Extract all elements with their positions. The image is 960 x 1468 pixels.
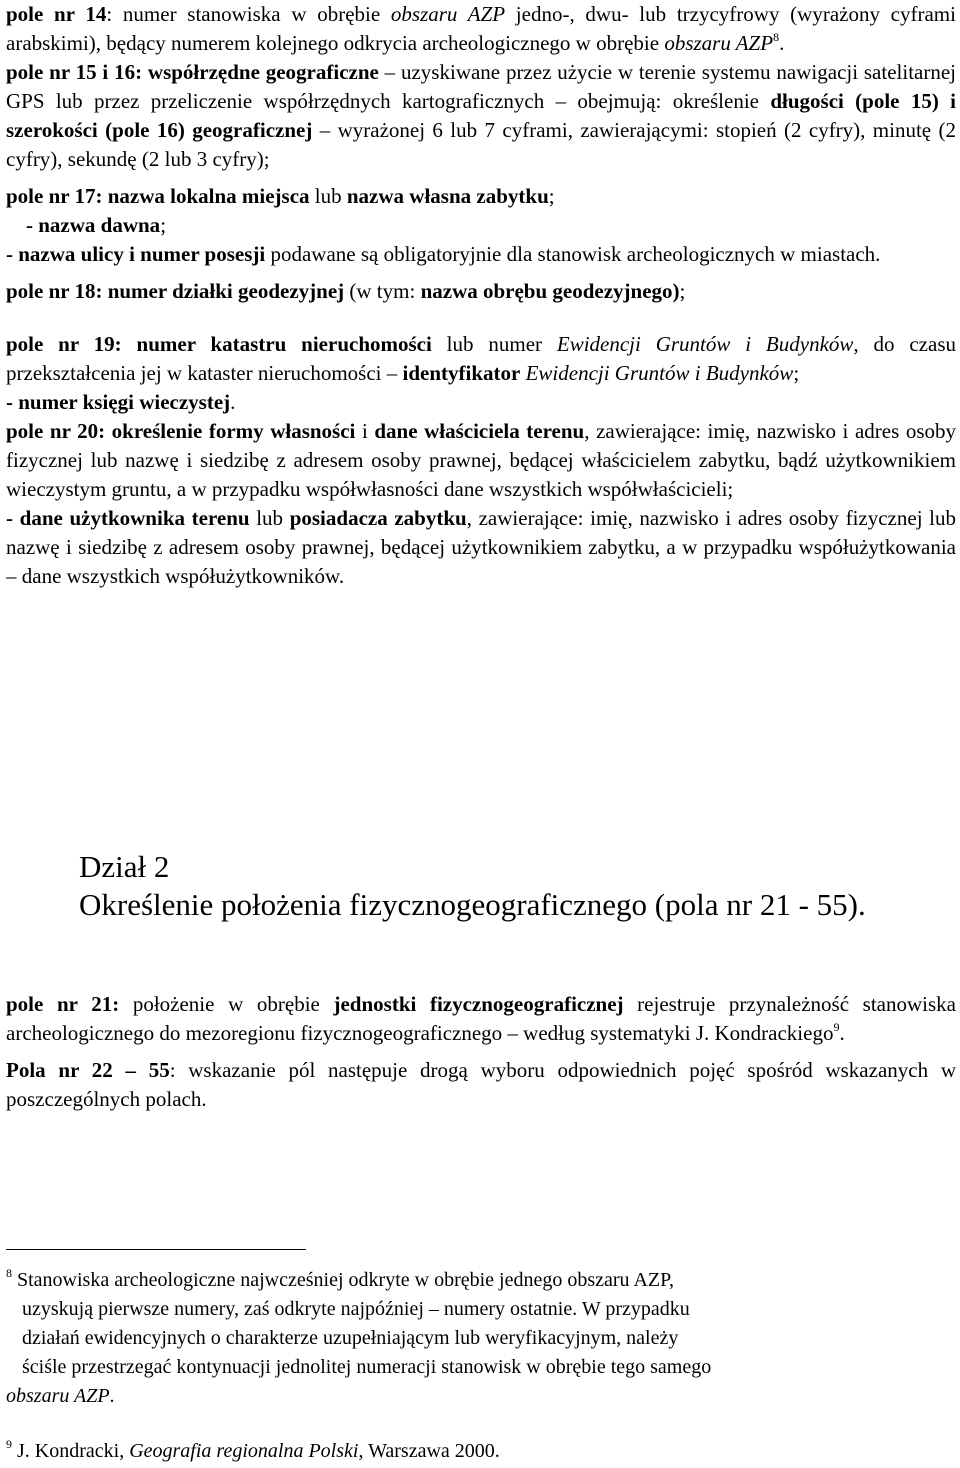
text-bold: dane właściciela terenu: [374, 419, 585, 443]
field-label: pole nr 21:: [6, 992, 120, 1016]
paragraph-pole-15-16: [6, 58, 956, 174]
paragraph-pole-17: [6, 182, 956, 211]
text-italic: AZP: [457, 2, 506, 26]
section-subtitle: Określenie położenia fizycznogeograficznego (pola nr 21 - 55).: [79, 887, 866, 922]
text: ;: [160, 213, 167, 237]
footnote-8-line: [6, 1382, 906, 1411]
footnote-8-line: ściśle przestrzegać kontynuacji jednolitej numeracji stanowisk w obrębie tego samego: [22, 1356, 712, 1378]
text: : numer stanowiska w obrębie: [106, 2, 391, 26]
text-italic: Ewidencji Gruntów i Budynków: [556, 332, 854, 356]
text: J. Kondracki,: [12, 1440, 130, 1462]
text-bold: nazwa lokalna miejsca: [107, 184, 310, 208]
text: lub numer: [431, 332, 557, 356]
footnote-8: [6, 1266, 906, 1295]
document-body-section-2: [6, 990, 956, 1114]
text-bold: i szerokości (pole 16) geograficznej: [6, 89, 956, 142]
text: – wyrażonej 6 lub 7 cyframi, zawierającymi: stopień (2 cyfry), minutę (2 cyfry), sekundę (2 lub 3 cyfry);: [6, 118, 956, 171]
text: lub: [249, 506, 290, 530]
footnotes: [6, 1266, 906, 1466]
paragraph-pole-17-dawna: [6, 211, 956, 240]
text: i: [355, 419, 375, 443]
footnote-9: [6, 1437, 906, 1466]
text-bold: nazwa własna zabytku: [346, 184, 549, 208]
text: położenie w obrębie: [119, 992, 334, 1016]
text: (w tym:: [344, 279, 421, 303]
section-heading: [79, 848, 957, 924]
field-label: pole nr 14: [6, 2, 107, 26]
text: , zawierające: imię, nazwisko i adres osoby fizycznej lub nazwę i siedzibę z adresem osoby prawnej, będącej użytkownikiem zabytku, a w przypadku współużytkowania – dane wszystkich współużytkowników.: [6, 506, 957, 588]
footnote-ref-9: 9: [833, 1020, 840, 1034]
paragraph-pole-17-ulica: [6, 240, 956, 269]
text: .: [839, 1021, 845, 1045]
text: podawane są obligatoryjnie dla stanowisk archeologicznych w miastach.: [265, 242, 881, 266]
text-bold: użytkownika terenu: [69, 506, 250, 530]
text: rejestruje przynależność stanowiska archeologicznego do mezoregionu fizycznogeograficznego – według systematyki J. Kondrackiego: [6, 992, 956, 1045]
text: [939, 89, 950, 113]
text: ;: [679, 279, 686, 303]
text: , do czasu przekształcenia jej w kataster nieruchomości –: [6, 332, 956, 385]
footnote-divider: [6, 1249, 306, 1250]
text-bold: identyfikator: [402, 361, 521, 385]
text: , Warszawa 2000.: [358, 1440, 500, 1462]
paragraph-pole-19-ksiega: [6, 388, 956, 417]
text: jedno-, dwu- lub trzycyfrowy (wyrażony cyframi arabskimi), będący numerem kolejnego odkrycia archeologicznego w obrębie: [6, 2, 956, 55]
text-bold: jednostki fizycznogeograficznej: [333, 992, 624, 1016]
text-italic: obszaru: [390, 2, 458, 26]
paragraph-pole-20-uzytkownik: [6, 504, 956, 591]
text-bold: numer działki geodezyjnej: [107, 279, 345, 303]
text-bold: - nazwa dawna: [26, 213, 161, 237]
text: Stanowiska archeologiczne najwcześniej odkryte w obrębie jednego obszaru AZP,: [12, 1269, 675, 1291]
text-bold: współrzędne geograficzne: [147, 60, 379, 84]
field-label: Pola nr 22 – 55: [6, 1058, 170, 1082]
text: ;: [793, 361, 800, 385]
footnote-ref-8: 8: [773, 30, 780, 44]
paragraph-pole-21: [6, 990, 956, 1048]
text-italic: Ewidencji Gruntów i Budynków: [525, 361, 794, 385]
paragraph-pole-22-55: [6, 1056, 956, 1114]
paragraph-pole-19: [6, 330, 956, 388]
text: : wskazanie pól następuje drogą wyboru odpowiednich pojęć spośród wskazanych w poszczególnych polach.: [6, 1058, 956, 1111]
field-label: pole nr 20:: [6, 419, 106, 443]
text-italic: obszaru AZP: [6, 1385, 110, 1407]
footnote-8-line: uzyskują pierwsze numery, zaś odkryte najpóźniej – numery ostatnie. W przypadku: [22, 1298, 690, 1320]
text: .: [230, 390, 236, 414]
section-title: Dział 2: [79, 849, 170, 884]
text-bold: - dane: [6, 506, 70, 530]
text-bold: numer katastru nieruchomości: [136, 332, 432, 356]
text: lub: [309, 184, 347, 208]
footnote-number: 8: [6, 1266, 12, 1281]
text: [122, 332, 137, 356]
text: .: [779, 31, 785, 55]
text-bold: - nazwa ulicy i numer posesji: [6, 242, 266, 266]
text-bold: - numer księgi wieczystej: [6, 390, 231, 414]
field-label: pole nr 15 i 16:: [6, 60, 143, 84]
footnote-8-line: działań ewidencyjnych o charakterze uzupełniającym lub weryfikacyjnym, należy: [22, 1327, 679, 1349]
text: , zawierające: imię, nazwisko i adres osoby fizycznej lub nazwę i siedzibę z adresem osoby prawnej, będącej właścicielem zabytku, bądź użytkownikiem wieczystym gruntu, a w przypadku współwłasności dane wszystkich współwłaścicieli;: [6, 419, 956, 501]
text-italic: obszaru AZP: [664, 31, 774, 55]
text: ;: [548, 184, 555, 208]
footnote-number: 9: [6, 1437, 12, 1452]
paragraph-pole-20: [6, 417, 956, 504]
text: [105, 419, 112, 443]
text-bold: określenie formy własności: [111, 419, 356, 443]
text-bold: posiadacza zabytku: [289, 506, 467, 530]
text: .: [109, 1385, 115, 1407]
text-bold: długości (pole 15): [770, 89, 939, 113]
text-bold: nazwa obrębu geodezyjnego): [420, 279, 680, 303]
paragraph-pole-14: [6, 0, 956, 58]
paragraph-pole-18: [6, 277, 956, 306]
text-italic: Geografia regionalna Polski: [129, 1440, 359, 1462]
text: – uzyskiwane przez użycie w terenie systemu nawigacji satelitarnej GPS lub przez przeliczenie współrzędnych kartograficznych – obejmują: określenie: [6, 60, 957, 113]
document-body: [6, 0, 956, 591]
field-label: pole nr 18:: [6, 279, 103, 303]
field-label: pole nr 19:: [6, 332, 122, 356]
field-label: pole nr 17:: [6, 184, 103, 208]
